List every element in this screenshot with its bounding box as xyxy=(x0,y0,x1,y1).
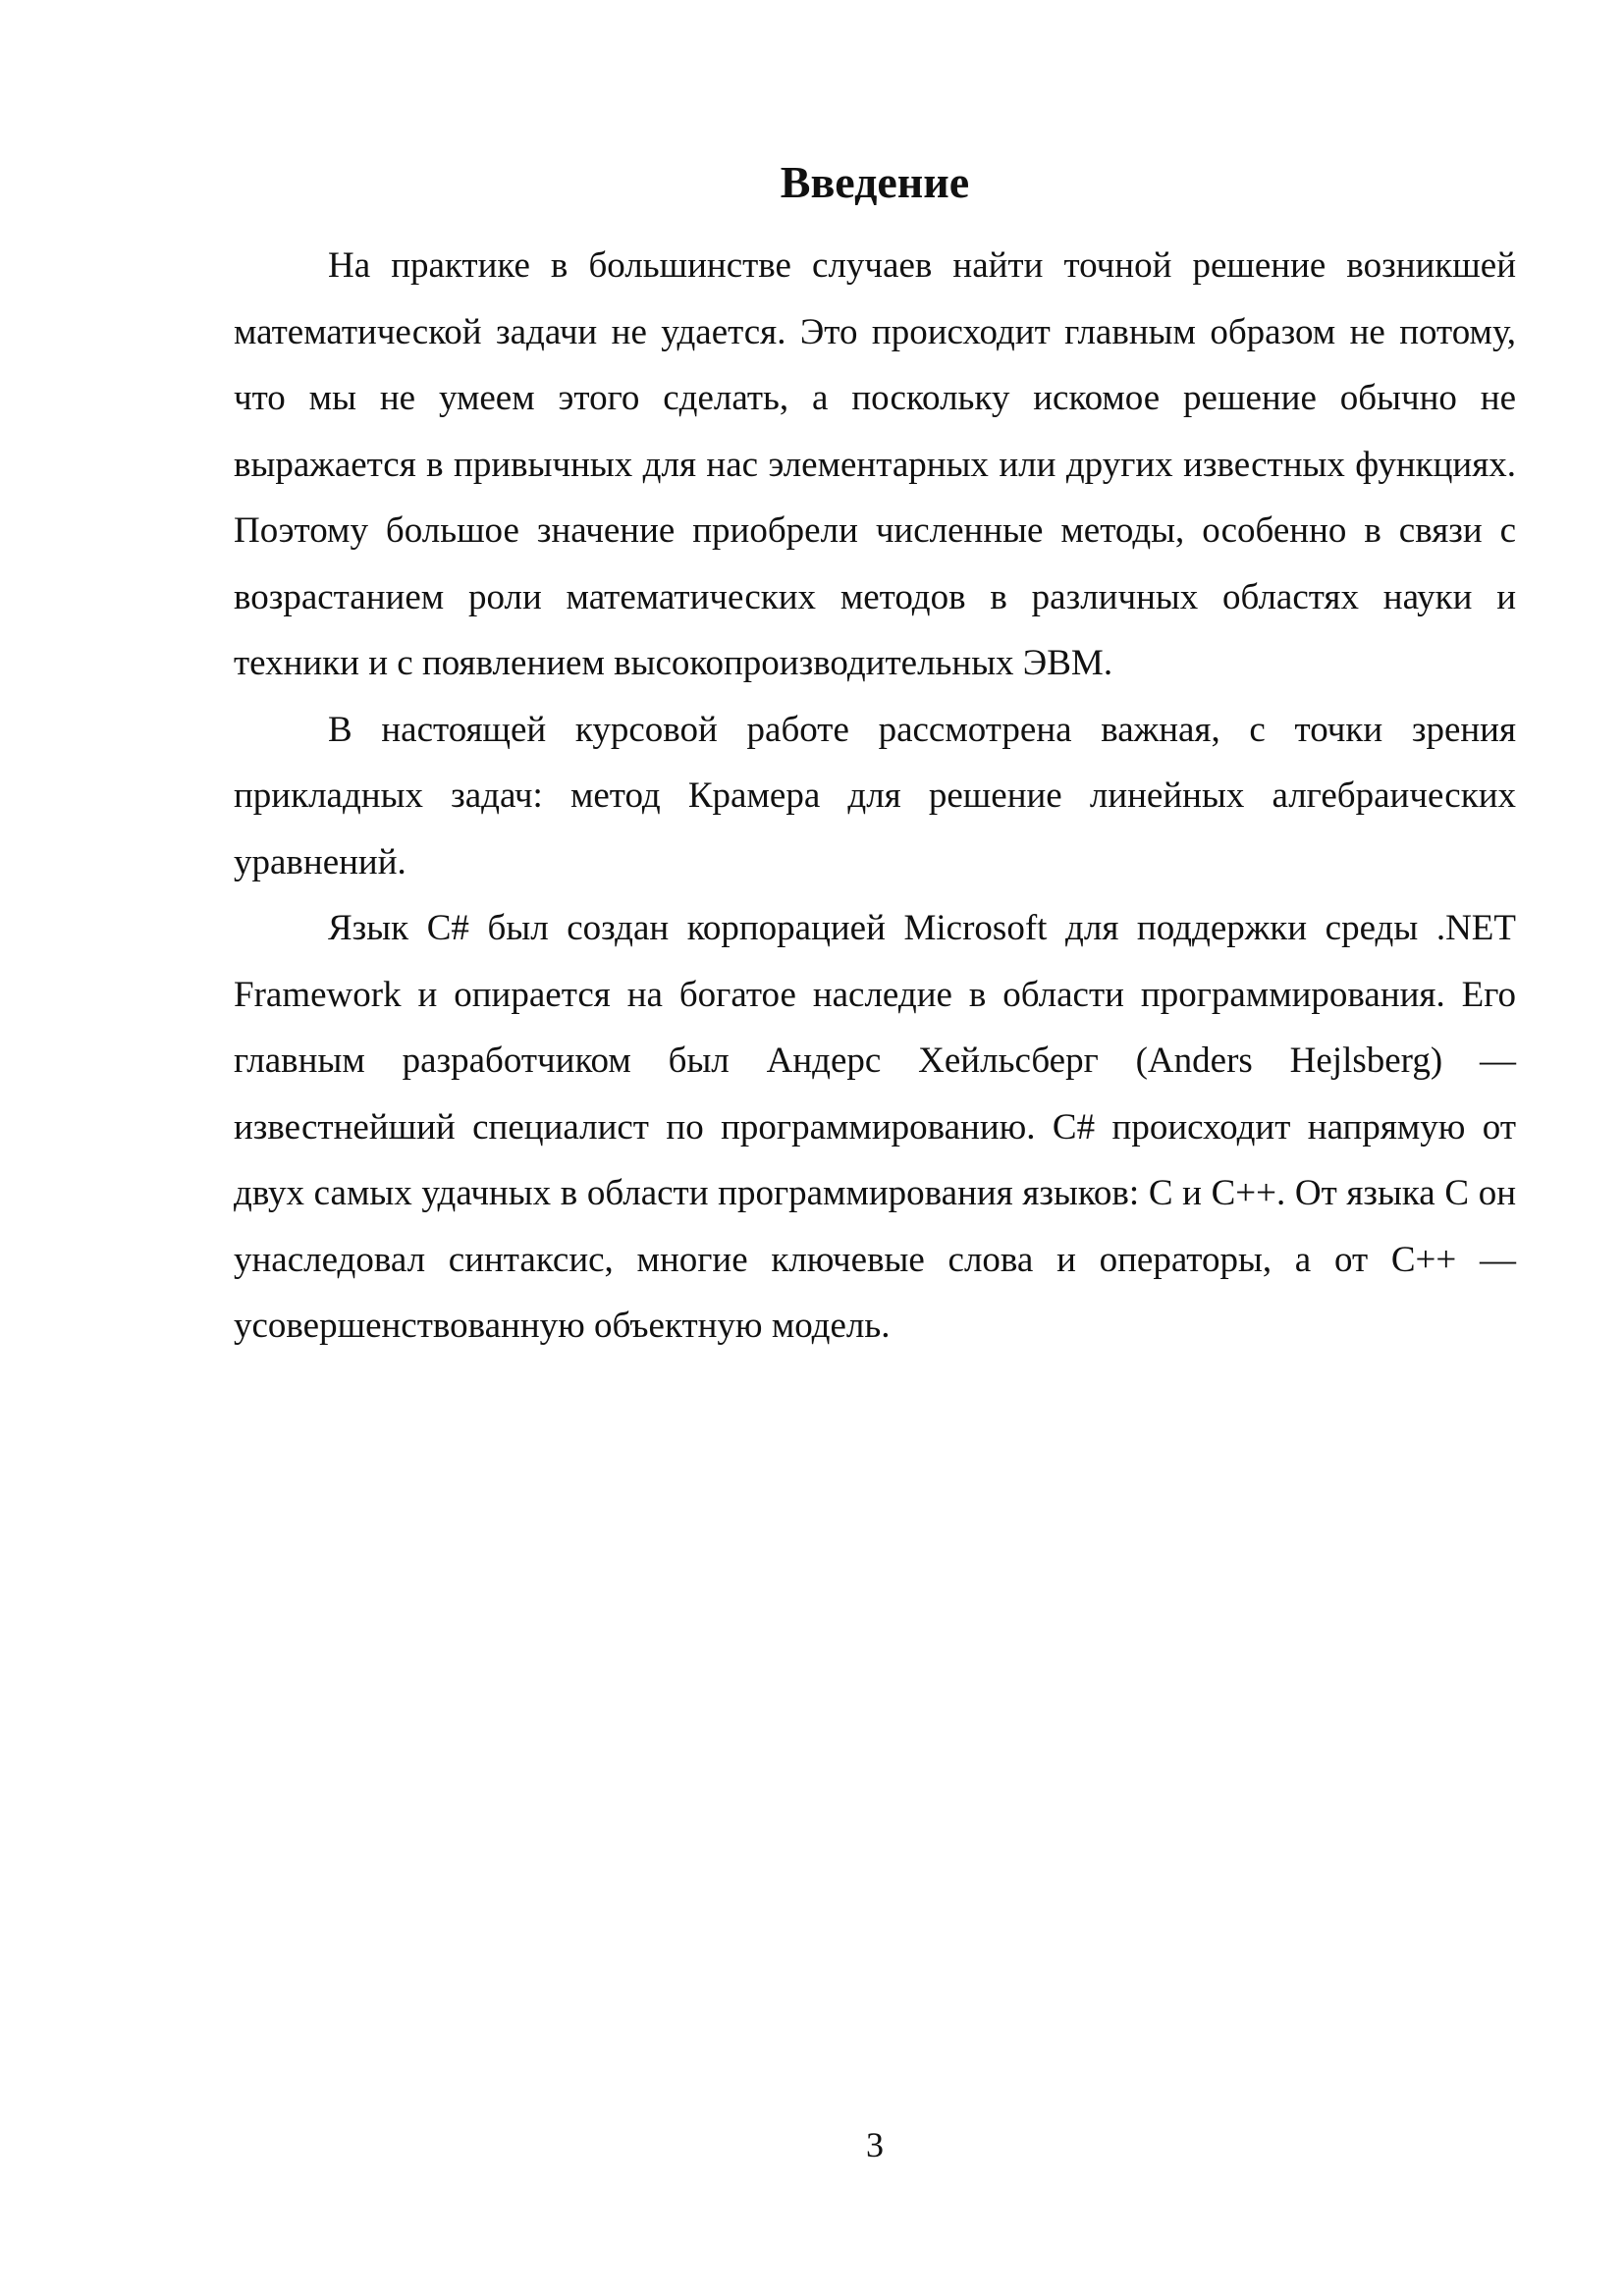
paragraph-csharp: Язык C# был создан корпорацией Microsoft для поддержки среды .NET Framework и опирается на богатое наследие в области программирования. Его главным разработчиком был Андерс Хейльсберг (Anders Hejlsberg) — известнейший специалист по программированию. C# происходит напрямую от двух самых удачных в области программирования языков: C и C++. От языка C он унаследовал синтаксис, многие ключевые слова и операторы, а от C++ — усовершенствованную объектную модель. xyxy=(234,908,1516,1346)
paragraph-coursework: В настоящей курсовой работе рассмотрена важная, с точки зрения прикладных задач: метод Крамера для решение линейных алгебраических уравнений. xyxy=(234,709,1516,882)
body-text xyxy=(234,233,1516,1360)
page-title: Введение xyxy=(780,157,970,207)
page-number: 3 xyxy=(866,2125,884,2164)
paragraph-intro: На практике в большинстве случаев найти точной решение возникшей математической задачи не удается. Это происходит главным образом не потому, что мы не умеем этого сделать, а поскольку искомое решение обычно не выражается в привычных для нас элементарных или других известных функциях. Поэтому большое значение приобрели численные методы, особенно в связи с возрастанием роли математических методов в различных областях науки и техники и с появлением высокопроизводительных ЭВМ. xyxy=(234,245,1516,683)
